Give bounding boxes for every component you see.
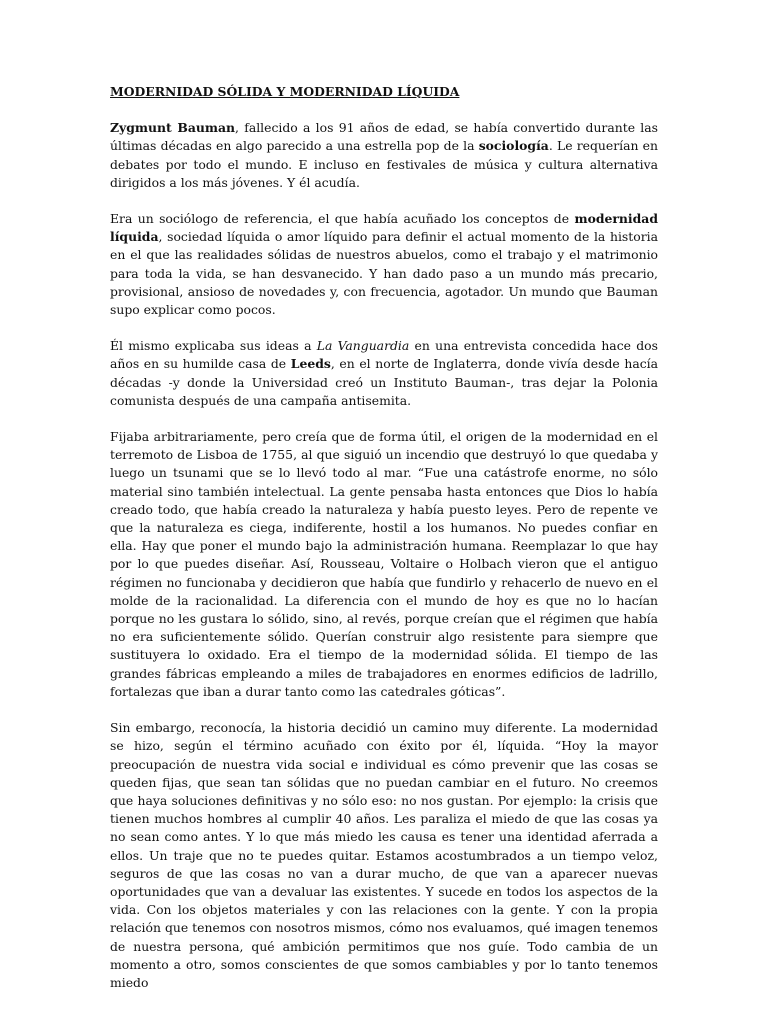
- paragraph-3-text-a: Él mismo explicaba sus ideas a: [110, 338, 317, 354]
- paragraph-1-text-b: . Le requerían en debates por todo el mundo. E incluso en festivales de música y cultura alternativa dirigidos a los más jóvenes. Y él acudía.: [110, 138, 658, 190]
- paragraph-2-text-a: Era un sociólogo de referencia, el que había acuñado los conceptos de: [110, 211, 575, 227]
- paragraph-4: Fijaba arbitrariamente, pero creía que de forma útil, el origen de la modernidad en el terremoto de Lisboa de 1755, al que siguió un incendio que destruyó lo que quedaba y luego un tsunami que se lo llevó todo al mar. “Fue una catástrofe enorme, no sólo material sino también intelectual. La gente pensaba hasta entonces que Dios lo había creado todo, que había creado la naturaleza y había puesto leyes. Pero de repente ve que la naturaleza es ciega, indiferente, hostil a los humanos. No puedes confiar en ella. Hay que poner el mundo bajo la administración humana. Reemplazar lo que hay por lo que puedes diseñar. Así, Rousseau, Voltaire o Holbach vieron que el antiguo régimen no funcionaba y decidieron que había que fundirlo y rehacerlo de nuevo en el molde de la racionalidad. La diferencia con el mundo de hoy es que no lo hacían porque no les gustara lo sólido, sino, al revés, porque creían que el régimen que había no era suficientemente sólido. Querían construir algo resistente para siempre que sustituyera lo oxidado. Era el tiempo de la modernidad sólida. El tiempo de las grandes fábricas empleando a miles de trabajadores en enormes edificios de ladrillo, fortalezas que iban a durar tanto como las catedrales góticas”.: [110, 429, 658, 699]
- document-page: [110, 83, 658, 1010]
- document-title: MODERNIDAD SÓLIDA Y MODERNIDAD LÍQUIDA: [110, 84, 460, 99]
- paragraph-3: [110, 337, 658, 410]
- newspaper-name: La Vanguardia: [316, 338, 410, 354]
- term-modernidad-liquida: modernidad líquida: [110, 211, 658, 245]
- paragraph-2-text-b: , sociedad líquida o amor líquido para definir el actual momento de la historia en el que las realidades sólidas de nuestros abuelos, como el trabajo y el matrimonio para toda la vida, se han desvanecido. Y han dado paso a un mundo más precario, provisional, ansioso de novedades y, con frecuencia, agotador. Un mundo que Bauman supo explicar como pocos.: [110, 229, 658, 318]
- paragraph-3-text-b: en una entrevista concedida hace dos años en su humilde casa de: [110, 338, 658, 372]
- paragraph-5: Sin embargo, reconocía, la historia decidió un camino muy diferente. La modernidad se hizo, según el término acuñado con éxito por él, líquida. “Hoy la mayor preocupación de nuestra vida social e individual es cómo prevenir que las cosas se queden fijas, que sean tan sólidas que no puedan cambiar en el futuro. No creemos que haya soluciones definitivas y no sólo eso: no nos gustan. Por ejemplo: la crisis que tienen muchos hombres al cumplir 40 años. Les paraliza el miedo de que las cosas ya no sean como antes. Y lo que más miedo les causa es tener una identidad aferrada a ellos. Un traje que no te puedes quitar. Estamos acostumbrados a un tiempo veloz, seguros de que las cosas no van a durar mucho, de que van a aparecer nuevas oportunidades que van a devaluar las existentes. Y sucede en todos los aspectos de la vida. Con los objetos materiales y con las relaciones con la gente. Y con la propia relación que tenemos con nosotros mismos, cómo nos evaluamos, qué imagen tenemos de nuestra persona, qué ambición permitimos que nos guíe. Todo cambia de un momento a otro, somos conscientes de que somos cambiables y por lo tanto tenemos miedo: [110, 720, 658, 990]
- paragraph-3-text-c: , en el norte de Inglaterra, donde vivía desde hacía décadas -y donde la Universidad creó un Instituto Bauman-, tras dejar la Polonia comunista después de una campaña antisemita.: [110, 356, 658, 408]
- paragraph-2: [110, 210, 658, 319]
- paragraph-1-text-a: , fallecido a los 91 años de edad, se había convertido durante las últimas décadas en algo parecido a una estrella pop de la: [110, 120, 658, 154]
- paragraph-1: [110, 119, 658, 192]
- term-sociologia: sociología: [478, 138, 549, 154]
- person-name: Zygmunt Bauman: [110, 120, 236, 136]
- city-name: Leeds: [290, 356, 331, 372]
